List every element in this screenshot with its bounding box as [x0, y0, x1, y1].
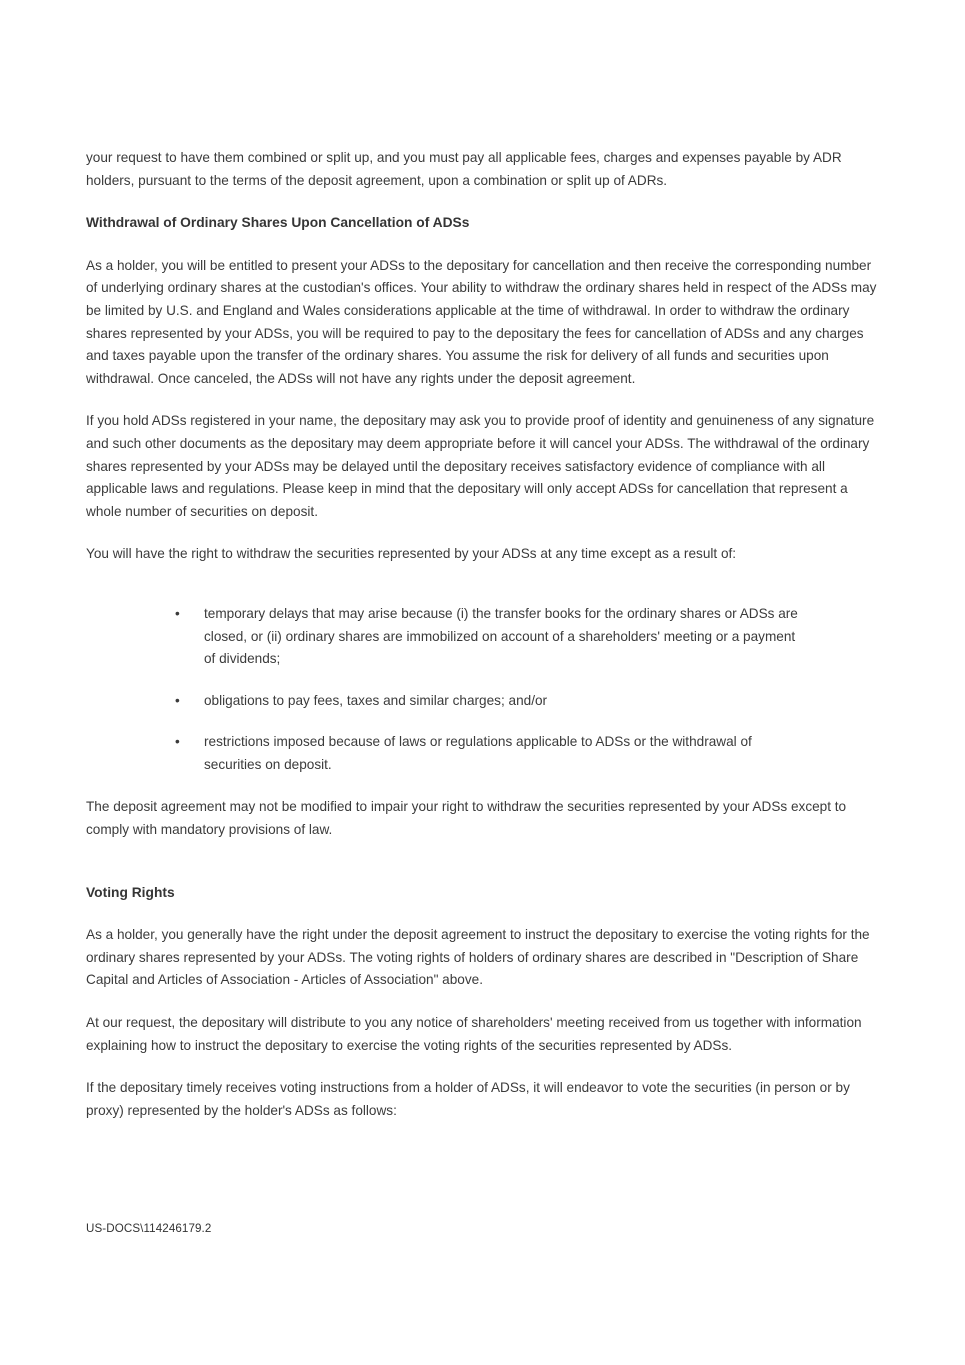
voting-paragraph-1: As a holder, you generally have the right under the deposit agreement to instruct the depositary to exercise the voting rights for the ordinary shares represented by your ADSs. The voting rights of holders of ordinary shares are described in "Description of Share Capital and Articles of Association - Articles of Association" above. [86, 927, 870, 988]
withdrawal-paragraph-1: As a holder, you will be entitled to present your ADSs to the depositary for cancellation and then receive the corresponding number of underlying ordinary shares at the custodian's offices. Your ability to withdraw the ordinary shares held in respect of the ADSs may be limited by U.S. and England and Wales considerations applicable at the time of withdrawal. In order to withdraw the ordinary shares represented by your ADSs, you will be required to pay to the depositary the fees for cancellation of ADSs and any charges and taxes payable upon the transfer of the ordinary shares. You assume the risk for delivery of all funds and securities upon withdrawal. Once canceled, the ADSs will not have any rights under the deposit agreement. [86, 257, 877, 386]
exceptions-bullet-list [86, 603, 881, 777]
list-item [86, 603, 881, 671]
list-item [86, 731, 881, 776]
withdrawal-paragraph-3: You will have the right to withdraw the securities represented by your ADSs at any time except as a result of: [86, 546, 737, 562]
section-heading-voting-rights: Voting Rights [86, 884, 175, 900]
voting-paragraph-2: At our request, the depositary will distribute to you any notice of shareholders' meeting received from us together with information explaining how to instruct the depositary to exercise the voting rights of the securities represented by ADSs. [86, 1015, 862, 1053]
list-item [86, 690, 881, 713]
withdrawal-paragraph-2: If you hold ADSs registered in your name, the depositary may ask you to provide proof of identity and genuineness of any signature and such other documents as the depositary may deem appropriate before it will cancel your ADSs. The withdrawal of the ordinary shares represented by your ADSs may be delayed until the depositary receives satisfactory evidence of compliance with all applicable laws and regulations. Please keep in mind that the depositary will only accept ADSs for cancellation that represent a whole number of securities on deposit. [86, 413, 875, 519]
intro-paragraph: your request to have them combined or split up, and you must pay all applicable fees, charges and expenses payable by ADR holders, pursuant to the terms of the deposit agreement, upon a combination or split up of ADRs. [86, 150, 842, 188]
list-item-text: obligations to pay fees, taxes and similar charges; and/or [204, 692, 548, 708]
footer-doc-id: US-DOCS\114246179.2 [86, 1222, 212, 1235]
bullet-icon: • [175, 692, 180, 708]
withdrawal-paragraph-4: The deposit agreement may not be modified to impair your right to withdraw the securities represented by your ADSs except to comply with mandatory provisions of law. [86, 799, 847, 838]
bullet-icon: • [175, 605, 180, 621]
list-item-text: temporary delays that may arise because (i) the transfer books for the ordinary shares or ADSs are closed, or (ii) ordinary shares are immobilized on account of a shareholders' meeting or a payment of dividends; [204, 605, 798, 667]
list-item-text: restrictions imposed because of laws or regulations applicable to ADSs or the withdrawal of securities on deposit. [204, 734, 752, 772]
voting-paragraph-3: If the depositary timely receives voting instructions from a holder of ADSs, it will endeavor to vote the securities (in person or by proxy) represented by the holder's ADSs as follows: [86, 1080, 850, 1118]
bullet-icon: • [175, 734, 180, 750]
section-heading-withdrawal: Withdrawal of Ordinary Shares Upon Cancellation of ADSs [86, 215, 470, 231]
